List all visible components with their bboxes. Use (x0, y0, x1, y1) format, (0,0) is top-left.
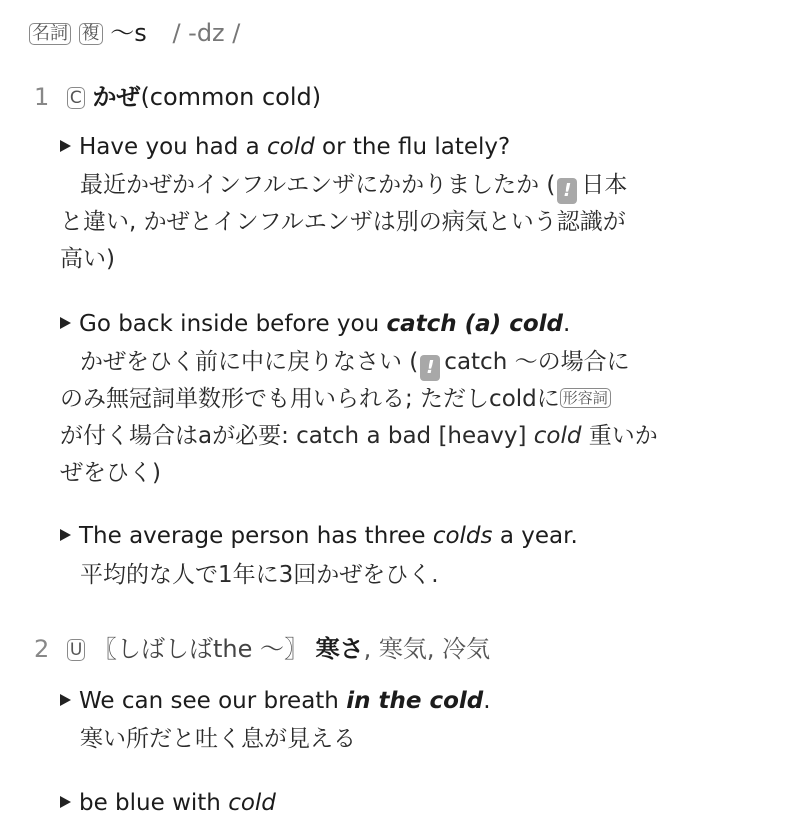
play-triangle-icon[interactable] (60, 694, 71, 706)
pronunciation: / -dz / (172, 19, 241, 47)
example-ja: 寒い所だと吐く息が見える (80, 726, 356, 752)
plural-tag: 複 (79, 23, 103, 45)
sense-gloss-bold: 寒さ (315, 635, 364, 663)
sense-gloss-bold: かぜ (92, 83, 141, 111)
example-ja: 最近かぜかインフルエンザにかかりましたか ( ! 日本 (80, 166, 627, 204)
example-en[interactable]: be blue with cold (60, 784, 276, 822)
entry-header (29, 18, 240, 48)
example-ja-cont: のみ無冠詞単数形でも用いられる; ただしcoldに 形容詞 (60, 380, 611, 418)
sense-gloss: , 寒気, 冷気 (363, 635, 491, 663)
sense-1-header (34, 82, 321, 112)
example-ja-cont: と違い, かぜとインフルエンザは別の病気という認識が (60, 209, 626, 235)
example-ja-cont: 高い) (60, 246, 115, 272)
pos-tag: 名詞 (29, 23, 71, 45)
example-ja-cont: が付く場合はaが必要: catch a bad [heavy] cold 重いか (60, 423, 658, 449)
sense-number: 2 (34, 635, 50, 663)
play-triangle-icon[interactable] (60, 140, 71, 152)
example-en[interactable]: We can see our breath in the cold. (60, 682, 491, 720)
adjective-tag: 形容詞 (560, 388, 611, 408)
play-triangle-icon[interactable] (60, 796, 71, 808)
sense-2-header (34, 634, 490, 664)
note-icon: ! (557, 178, 577, 204)
play-triangle-icon[interactable] (60, 317, 71, 329)
uncountable-tag: U (67, 639, 85, 661)
example-en[interactable]: The average person has three colds a year. (60, 517, 578, 555)
example-ja: 平均的な人で1年に3回かぜをひく. (80, 562, 439, 588)
example-en[interactable]: Go back inside before you catch (a) cold. (60, 305, 570, 343)
example-ja-cont: ぜをひく) (60, 460, 161, 486)
example-ja: かぜをひく前に中に戻りなさい ( ! catch 〜の場合に (80, 343, 630, 381)
usage-note: 〖しばしばthe 〜〗 (93, 635, 309, 663)
sense-number: 1 (34, 83, 50, 111)
play-triangle-icon[interactable] (60, 529, 71, 541)
plural-form: 〜s (110, 19, 147, 47)
countable-tag: C (67, 87, 85, 109)
example-en[interactable]: Have you had a cold or the flu lately? (60, 128, 510, 166)
sense-gloss: (common cold) (140, 83, 322, 111)
note-icon: ! (420, 355, 440, 381)
